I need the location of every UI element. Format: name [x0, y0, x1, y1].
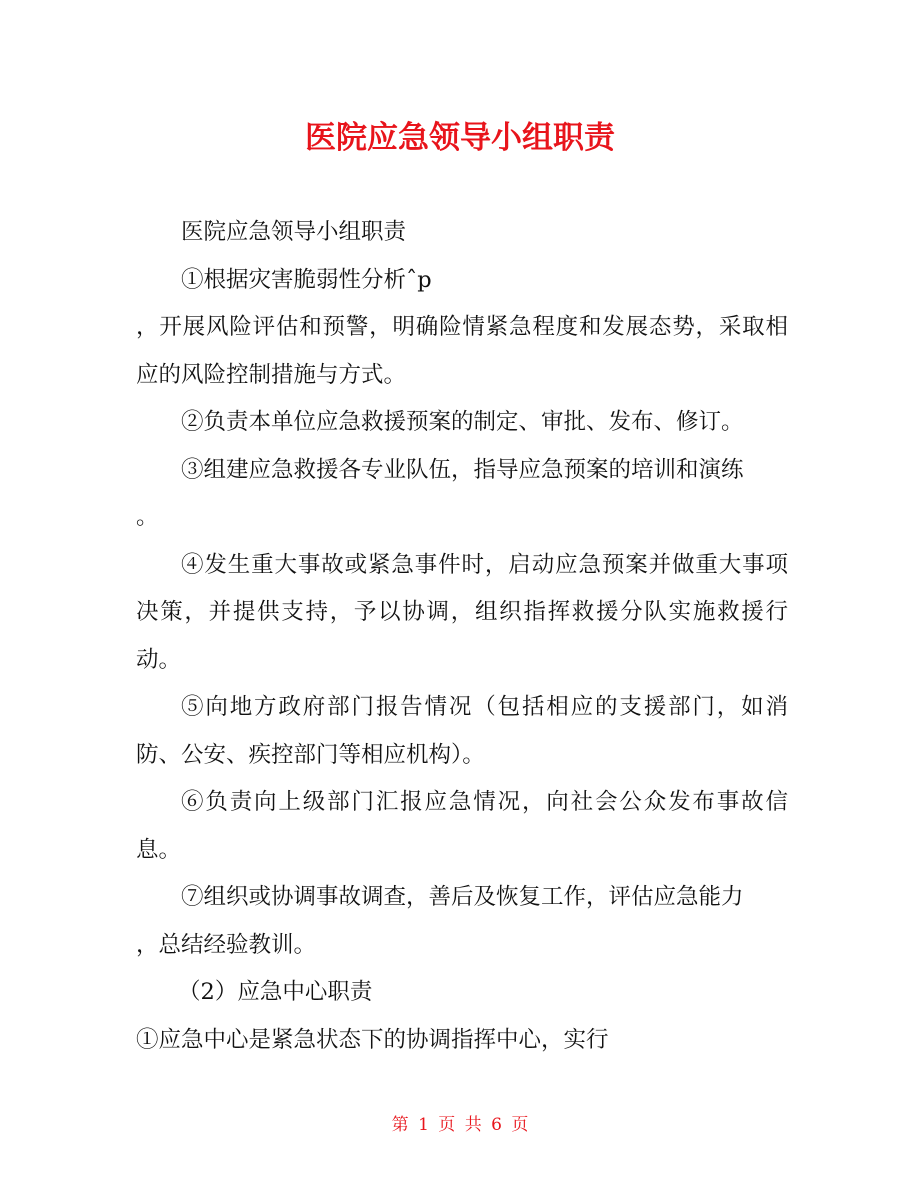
paragraph-item-4: ④发生重大事故或紧急事件时，启动应急预案并做重大事项决策，并提供支持，予以协调，组织指挥救援分队实施救援行动。 [136, 551, 788, 673]
paragraph-item-3: ③组建应急救援各专业队伍，指导应急预案的培训和演练 [181, 456, 744, 483]
document-title: 医院应急领导小组职责 [305, 120, 615, 156]
paragraph-item-1-start: ①根据灾害脆弱性分析ˆp [181, 266, 432, 293]
paragraph-heading: 医院应急领导小组职责 [181, 219, 407, 245]
paragraph-center-item-1: ①应急中心是紧急状态下的协调指挥中心，实行 [136, 1026, 609, 1053]
paragraph-item-7-continued: ，总结经验教训。 [136, 931, 317, 958]
paragraph-item-1-continued: ，开展风险评估和预警，明确险情紧急程度和发展态势，采取相应的风险控制措施与方式。 [136, 314, 788, 388]
paragraph-item-2: ②负责本单位应急救援预案的制定、审批、发布、修订。 [181, 409, 744, 435]
paragraph-item-6: ⑥负责向上级部门汇报应急情况，向社会公众发布事故信息。 [136, 789, 788, 863]
section-heading-emergency-center: （2）应急中心职责 [178, 979, 373, 1005]
paragraph-item-5: ⑤向地方政府部门报告情况（包括相应的支援部门，如消防、公安、疾控部门等相应机构）。 [136, 694, 788, 768]
document-body [136, 209, 788, 1064]
page-footer: 第 1 页 共 6 页 [391, 1115, 529, 1135]
paragraph-item-7: ⑦组织或协调事故调查，善后及恢复工作，评估应急能力 [181, 884, 744, 910]
paragraph-item-3-end: 。 [136, 504, 159, 530]
